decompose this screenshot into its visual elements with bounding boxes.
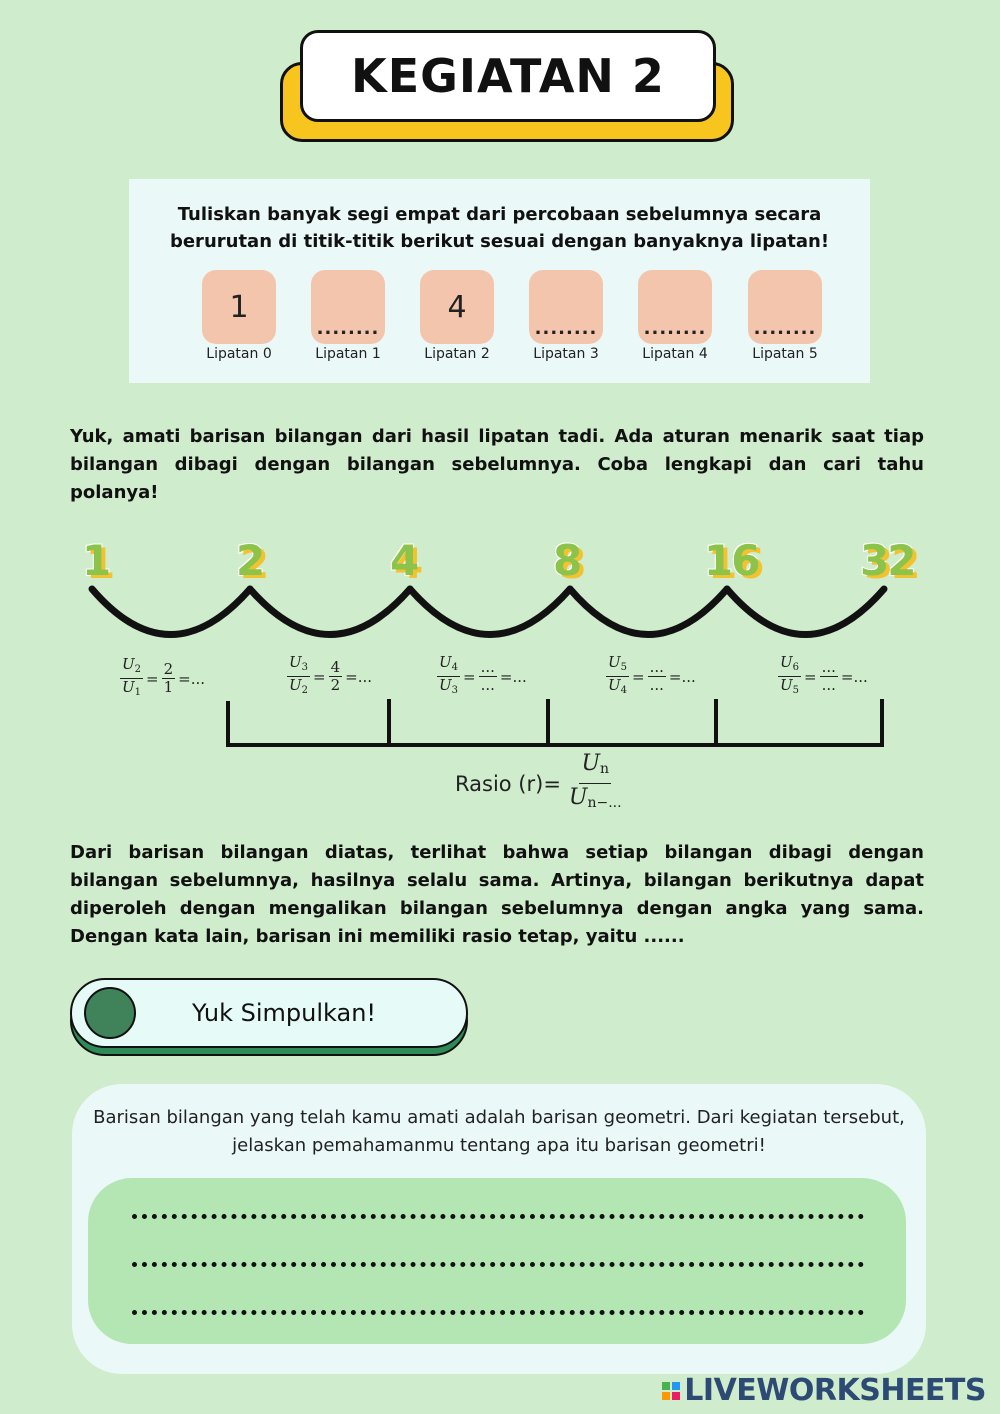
- arc: [250, 589, 410, 635]
- ratio-answer-blank[interactable]: =...: [840, 667, 868, 686]
- intro-paragraph: Yuk, amati barisan bilangan dari hasil lipatan tadi. Ada aturan menarik saat tiap bilangan dibagi dengan bilangan sebelumnya. Coba lengkapi dan cari tahu polanya!: [70, 426, 924, 503]
- ratio-answer-blank[interactable]: =...: [345, 667, 373, 686]
- logo-mark-icon: [662, 1382, 680, 1400]
- sequence-number: 16: [704, 536, 759, 585]
- fold-value: 1: [229, 289, 249, 325]
- fold-blank[interactable]: ........: [534, 318, 598, 339]
- conclusion-question: Barisan bilangan yang telah kamu amati adalah barisan geometri. Dari kegiatan tersebut, jelaskan pemahamanmu tentang apa itu barisan geometri!: [93, 1107, 905, 1156]
- fold-value: 4: [447, 289, 467, 325]
- rasio-blank[interactable]: n−...: [587, 795, 622, 811]
- fold-label: Lipatan 4: [642, 346, 708, 362]
- value-fraction-blank[interactable]: $\frac{...}{...}$: [480, 658, 495, 694]
- ratio-expression: $\frac{U_3}{U_2}$ = $\frac{4}{2}$ =...: [287, 654, 372, 699]
- ratio-answer-blank[interactable]: =...: [668, 667, 696, 686]
- value-fraction: $\frac{2}{1}$: [163, 660, 174, 696]
- explanation-paragraph: Dari barisan bilangan diatas, terlihat bahwa setiap bilangan dibagi dengan bilangan sebelumnya, hasilnya selalu sama. Artinya, bilangan berikutnya dapat diperoleh dengan mengalikan bilangan sebelumnya dengan angka yang sama. Dengan kata lain, barisan ini memiliki rasio tetap, yaitu ......: [70, 842, 924, 947]
- fold-answer-box[interactable]: [748, 270, 822, 344]
- instruction-line-1: Tuliskan banyak segi empat dari percobaan sebelumnya secara: [177, 204, 822, 225]
- conclusion-answer-area[interactable]: [88, 1178, 906, 1344]
- logo-text: LIVEWORKSHEETS: [684, 1373, 986, 1408]
- ratio-answer-blank[interactable]: =...: [178, 669, 206, 688]
- ratio-fraction: $\frac{U_5}{U_4}$: [608, 653, 628, 696]
- arc: [727, 589, 884, 635]
- title-box: [300, 30, 716, 122]
- ratio-fraction: $\frac{U_4}{U_3}$: [439, 653, 459, 696]
- fold-panel: [129, 179, 870, 383]
- value-fraction: $\frac{4}{2}$: [330, 658, 341, 694]
- fold-blank[interactable]: ........: [316, 318, 380, 339]
- sequence-number: 1: [82, 536, 110, 585]
- fold-label: Lipatan 5: [752, 346, 818, 362]
- fold-label: Lipatan 2: [424, 346, 490, 362]
- liveworksheets-logo: [662, 1373, 986, 1408]
- arc: [570, 589, 727, 635]
- sequence-number: 2: [236, 536, 264, 585]
- instruction: [149, 201, 850, 255]
- ratio-expression: $\frac{U_6}{U_5}$ = $\frac{...}{...}$ =...: [778, 654, 868, 699]
- rasio-formula: [455, 750, 624, 817]
- fold-item: [730, 270, 840, 362]
- fold-answer-box[interactable]: [638, 270, 712, 344]
- sequence-number: 8: [553, 536, 581, 585]
- fold-item: [511, 270, 621, 362]
- fold-item: [293, 270, 403, 362]
- answer-line[interactable]: [132, 1310, 864, 1315]
- ratio-fraction: $\frac{U_2}{U_1}$: [122, 655, 142, 698]
- fold-item: [402, 270, 512, 362]
- conclusion-panel: [72, 1084, 926, 1374]
- arc: [92, 589, 250, 635]
- pill-dot-icon: [84, 987, 136, 1039]
- fold-blank[interactable]: ........: [643, 318, 707, 339]
- ratio-answer-blank[interactable]: =...: [499, 667, 527, 686]
- ratio-expression: $\frac{U_4}{U_3}$ = $\frac{...}{...}$ =...: [437, 654, 527, 699]
- arc: [410, 589, 570, 635]
- simpulkan-label: Yuk Simpulkan!: [192, 999, 377, 1027]
- ratio-bracket: [226, 699, 884, 745]
- fold-blank[interactable]: ........: [753, 318, 817, 339]
- fold-item: [620, 270, 730, 362]
- simpulkan-pill: [70, 978, 468, 1048]
- rasio-label: Rasio (r)=: [455, 771, 561, 796]
- page-title: KEGIATAN 2: [351, 49, 665, 103]
- ratio-expression: $\frac{U_2}{U_1}$ = $\frac{2}{1}$ =...: [120, 656, 205, 701]
- sequence-number: 32: [860, 536, 915, 585]
- sequence-number: 4: [390, 536, 418, 585]
- fold-value-box: [420, 270, 494, 344]
- answer-line[interactable]: [132, 1262, 864, 1267]
- fold-label: Lipatan 1: [315, 346, 381, 362]
- fold-label: Lipatan 0: [206, 346, 272, 362]
- ratio-fraction: $\frac{U_6}{U_5}$: [780, 653, 800, 696]
- ratio-fraction: $\frac{U_3}{U_2}$: [289, 653, 309, 696]
- rasio-fraction: $\frac{U_n}{U_{n-...}}$: [568, 751, 622, 811]
- fold-value-box: [202, 270, 276, 344]
- fold-answer-box[interactable]: [311, 270, 385, 344]
- fold-answer-box[interactable]: [529, 270, 603, 344]
- value-fraction-blank[interactable]: $\frac{...}{...}$: [821, 658, 836, 694]
- answer-line[interactable]: [132, 1214, 864, 1219]
- instruction-line-2: berurutan di titik-titik berikut sesuai dengan banyaknya lipatan!: [169, 231, 830, 252]
- fold-label: Lipatan 3: [533, 346, 599, 362]
- value-fraction-blank[interactable]: $\frac{...}{...}$: [649, 658, 664, 694]
- ratio-expression: $\frac{U_5}{U_4}$ = $\frac{...}{...}$ =...: [606, 654, 696, 699]
- fold-item: [184, 270, 294, 362]
